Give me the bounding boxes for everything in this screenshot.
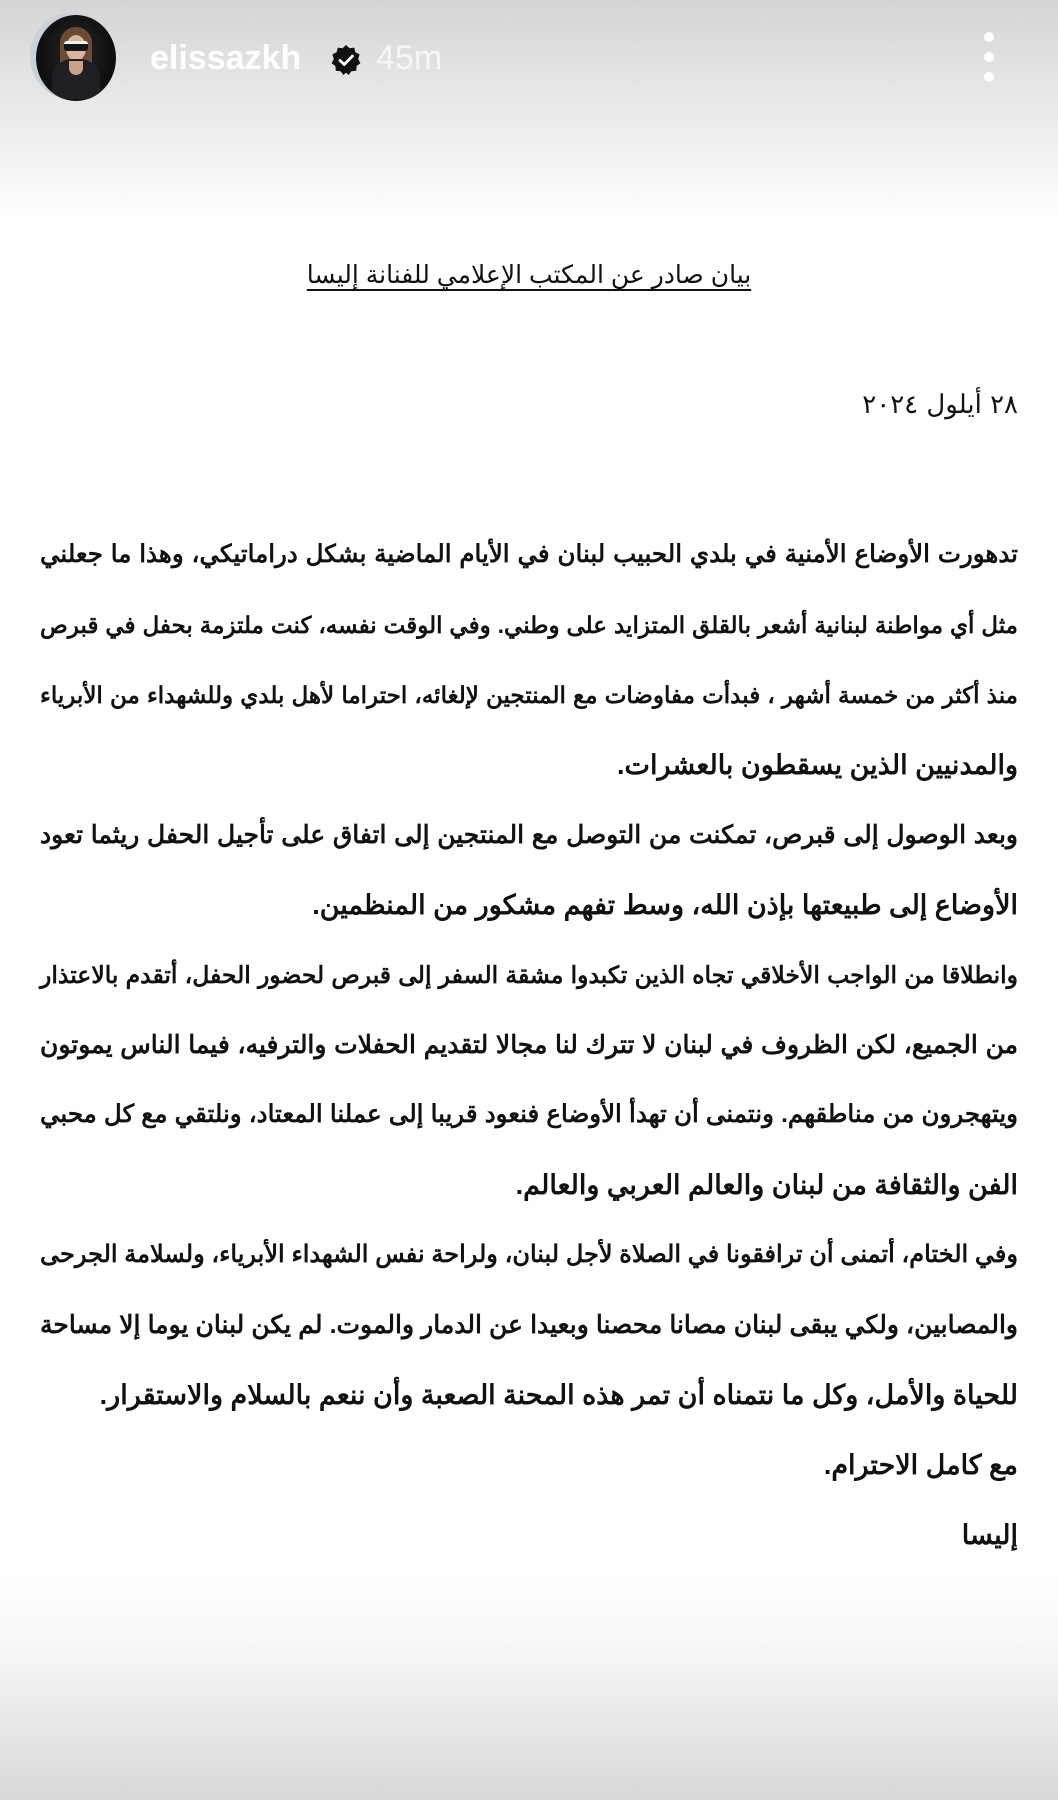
more-dot [984, 32, 994, 42]
avatar-glasses [64, 41, 88, 51]
avatar-neck [69, 61, 83, 75]
more-vertical-icon[interactable] [976, 32, 1002, 82]
document-title-text: بيان صادر عن المكتب الإعلامي للفنانة إليسا [306, 261, 752, 289]
body-line: وبعد الوصول إلى قبرص، تمكنت من التوصل مع المنتجين إلى اتفاق على تأجيل الحفل ريثما تعود [40, 821, 1018, 849]
body-line: من الجميع، لكن الظروف في لبنان لا تترك لنا مجالا لتقديم الحفلات والترفيه، فيما الناس يموتون [40, 1031, 1018, 1059]
verified-badge-icon [330, 44, 362, 76]
body-line: ويتهجرون من مناطقهم. ونتمنى أن تهدأ الأوضاع فنعود قريبا إلى عملنا المعتاد، ونلتقي مع كل محبي [40, 1101, 1018, 1128]
more-dot [984, 72, 994, 82]
body-line: الفن والثقافة من لبنان والعالم العربي والعالم. [515, 1170, 1018, 1200]
story-username[interactable]: elissazkh [150, 39, 302, 77]
body-line: مثل أي مواطنة لبنانية أشعر بالقلق المتزايد على وطني. وفي الوقت نفسه، كنت ملتزمة بحفل في قبرص [40, 612, 1018, 638]
body-line: تدهورت الأوضاع الأمنية في بلدي الحبيب لبنان في الأيام الماضية بشكل دراماتيكي، وهذا ما جعلني [40, 541, 1018, 568]
story-time-ago: 45m [376, 39, 443, 77]
signature-line: إليسا [961, 1520, 1018, 1550]
document-body [40, 520, 1018, 1570]
body-line: منذ أكثر من خمسة أشهر ، فبدأت مفاوضات مع المنتجين لإلغائه، احتراما لأهل بلدي وللشهداء من الأبرياء [40, 682, 1018, 708]
closing-line: مع كامل الاحترام. [823, 1450, 1018, 1480]
body-line: للحياة والأمل، وكل ما نتمناه أن تمر هذه المحنة الصعبة وأن ننعم بالسلام والاستقرار. [99, 1380, 1018, 1410]
story-header [0, 0, 1058, 120]
more-dot [984, 52, 994, 62]
body-line: الأوضاع إلى طبيعتها بإذن الله، وسط تفهم مشكور من المنظمين. [312, 890, 1018, 920]
body-line: والمدنيين الذين يسقطون بالعشرات. [617, 750, 1018, 780]
document-date: ٢٨ أيلول ٢٠٢٤ [862, 390, 1018, 420]
body-line: والمصابين، ولكي يبقى لبنان مصانا محصنا وبعيدا عن الدمار والموت. لم يكن لبنان يوما إلا مساحة [40, 1311, 1018, 1339]
document-title [40, 260, 1018, 290]
profile-avatar[interactable] [36, 15, 116, 101]
body-line: وانطلاقا من الواجب الأخلاقي تجاه الذين تكبدوا مشقة السفر إلى قبرص لحضور الحفل، أتقدم بالاعتذار [40, 962, 1018, 988]
body-line: وفي الختام، أتمنى أن ترافقونا في الصلاة لأجل لبنان، ولراحة نفس الشهداء الأبرياء، ولسلامة الجرحى [40, 1241, 1018, 1268]
